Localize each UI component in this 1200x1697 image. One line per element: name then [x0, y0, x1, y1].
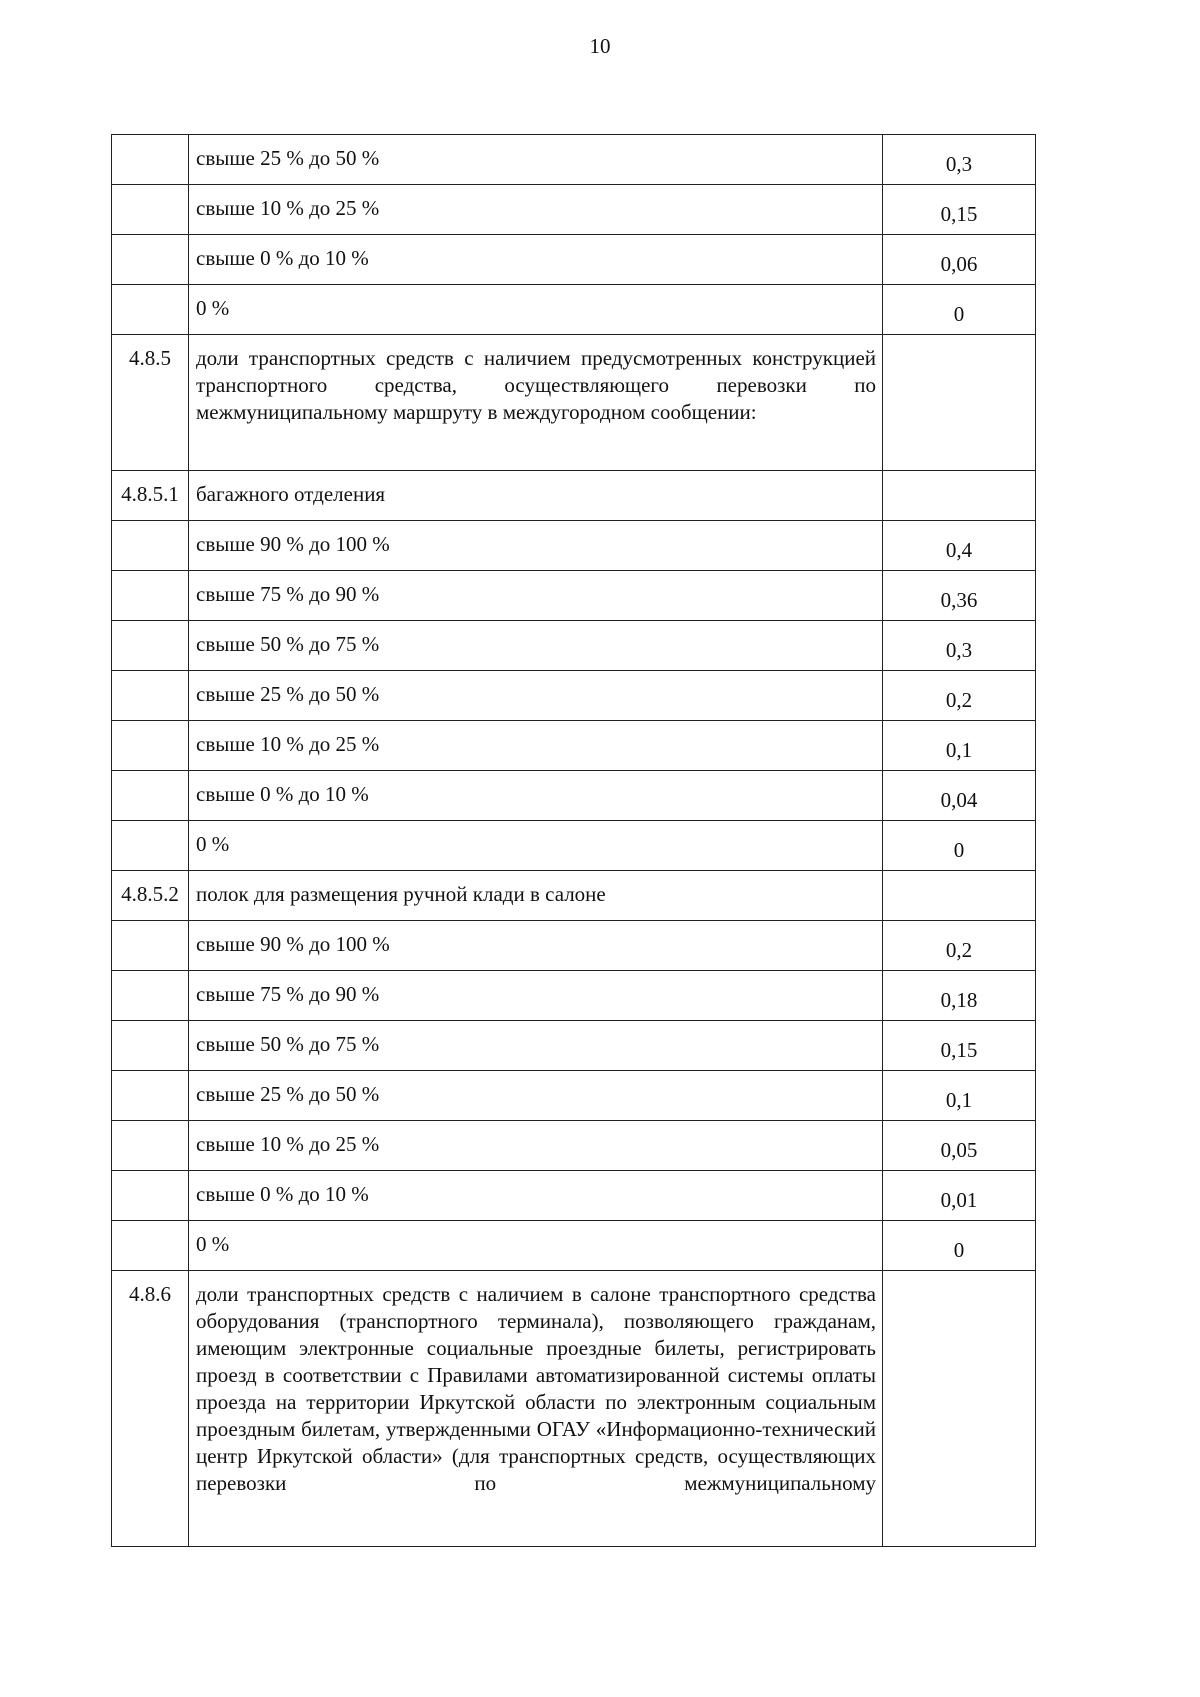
row-number	[112, 135, 189, 185]
row-number: 4.8.6	[112, 1271, 189, 1547]
row-coefficient: 0,2	[883, 671, 1036, 721]
row-coefficient: 0,15	[883, 1021, 1036, 1071]
row-description: свыше 25 % до 50 %	[189, 1071, 883, 1121]
table-row	[112, 235, 1036, 285]
table-row	[112, 721, 1036, 771]
table-row	[112, 1221, 1036, 1271]
row-description: свыше 0 % до 10 %	[189, 1171, 883, 1221]
row-coefficient: 0,3	[883, 135, 1036, 185]
row-number	[112, 821, 189, 871]
table-row-section	[112, 335, 1036, 471]
row-number	[112, 185, 189, 235]
table-row	[112, 971, 1036, 1021]
table-row-section	[112, 471, 1036, 521]
row-number	[112, 671, 189, 721]
page-number: 10	[589, 34, 611, 58]
row-number: 4.8.5.2	[112, 871, 189, 921]
table-row	[112, 921, 1036, 971]
row-number	[112, 721, 189, 771]
row-number	[112, 235, 189, 285]
row-number: 4.8.5.1	[112, 471, 189, 521]
row-description: 0 %	[189, 1221, 883, 1271]
table-row	[112, 1021, 1036, 1071]
row-coefficient: 0	[883, 821, 1036, 871]
row-coefficient: 0	[883, 1221, 1036, 1271]
row-coefficient: 0,3	[883, 621, 1036, 671]
row-description: 0 %	[189, 821, 883, 871]
row-coefficient: 0,05	[883, 1121, 1036, 1171]
row-description: свыше 50 % до 75 %	[189, 1021, 883, 1071]
row-description: доли транспортных средств с наличием в салоне транспортного средства оборудования (транспортного терминала), позволяющего гражданам, имеющим электронные социальные проездные билеты, регистрировать проезд в соответствии с Правилами автоматизированной системы оплаты проезда на территории Иркутской области по электронным социальным проездным билетам, утвержденными ОГАУ «Информационно-технический центр Иркутской области» (для транспортных средств, осуществляющих перевозки по межмуниципальному	[189, 1271, 883, 1547]
row-coefficient: 0,1	[883, 1071, 1036, 1121]
row-number	[112, 1221, 189, 1271]
coefficients-table	[111, 134, 1036, 1547]
table-row	[112, 621, 1036, 671]
row-number	[112, 921, 189, 971]
row-number	[112, 1071, 189, 1121]
table-row	[112, 771, 1036, 821]
row-description: свыше 10 % до 25 %	[189, 721, 883, 771]
row-description: свыше 75 % до 90 %	[189, 971, 883, 1021]
row-coefficient: 0,15	[883, 185, 1036, 235]
table-row	[112, 285, 1036, 335]
row-number	[112, 971, 189, 1021]
row-coefficient: 0,4	[883, 521, 1036, 571]
row-number	[112, 285, 189, 335]
row-number	[112, 1171, 189, 1221]
table-row	[112, 571, 1036, 621]
row-coefficient: 0,36	[883, 571, 1036, 621]
row-description: свыше 0 % до 10 %	[189, 235, 883, 285]
row-description: свыше 10 % до 25 %	[189, 1121, 883, 1171]
table-row	[112, 1171, 1036, 1221]
row-description: 0 %	[189, 285, 883, 335]
table-row	[112, 671, 1036, 721]
table-row	[112, 185, 1036, 235]
row-coefficient: 0,1	[883, 721, 1036, 771]
row-coefficient: 0,06	[883, 235, 1036, 285]
table-row-section	[112, 871, 1036, 921]
row-description: свыше 75 % до 90 %	[189, 571, 883, 621]
row-number: 4.8.5	[112, 335, 189, 471]
row-description: свыше 50 % до 75 %	[189, 621, 883, 671]
row-coefficient	[883, 1271, 1036, 1547]
row-coefficient: 0	[883, 285, 1036, 335]
row-coefficient: 0,18	[883, 971, 1036, 1021]
row-coefficient: 0,01	[883, 1171, 1036, 1221]
row-coefficient	[883, 471, 1036, 521]
row-number	[112, 621, 189, 671]
table-row	[112, 1121, 1036, 1171]
table-row	[112, 521, 1036, 571]
row-description: полок для размещения ручной клади в салоне	[189, 871, 883, 921]
row-coefficient	[883, 871, 1036, 921]
row-number	[112, 571, 189, 621]
row-description: свыше 10 % до 25 %	[189, 185, 883, 235]
row-number	[112, 1021, 189, 1071]
table-row	[112, 135, 1036, 185]
row-description: свыше 90 % до 100 %	[189, 521, 883, 571]
row-coefficient	[883, 335, 1036, 471]
row-coefficient: 0,04	[883, 771, 1036, 821]
row-description: свыше 25 % до 50 %	[189, 671, 883, 721]
row-number	[112, 521, 189, 571]
row-description: свыше 0 % до 10 %	[189, 771, 883, 821]
table-row-section	[112, 1271, 1036, 1547]
row-number	[112, 771, 189, 821]
row-description: доли транспортных средств с наличием предусмотренных конструкцией транспортного средства, осуществляющего перевозки по межмуниципальному маршруту в междугородном сообщении:	[189, 335, 883, 471]
row-description: багажного отделения	[189, 471, 883, 521]
row-number	[112, 1121, 189, 1171]
table-row	[112, 821, 1036, 871]
row-description: свыше 90 % до 100 %	[189, 921, 883, 971]
row-description: свыше 25 % до 50 %	[189, 135, 883, 185]
table-row	[112, 1071, 1036, 1121]
row-coefficient: 0,2	[883, 921, 1036, 971]
